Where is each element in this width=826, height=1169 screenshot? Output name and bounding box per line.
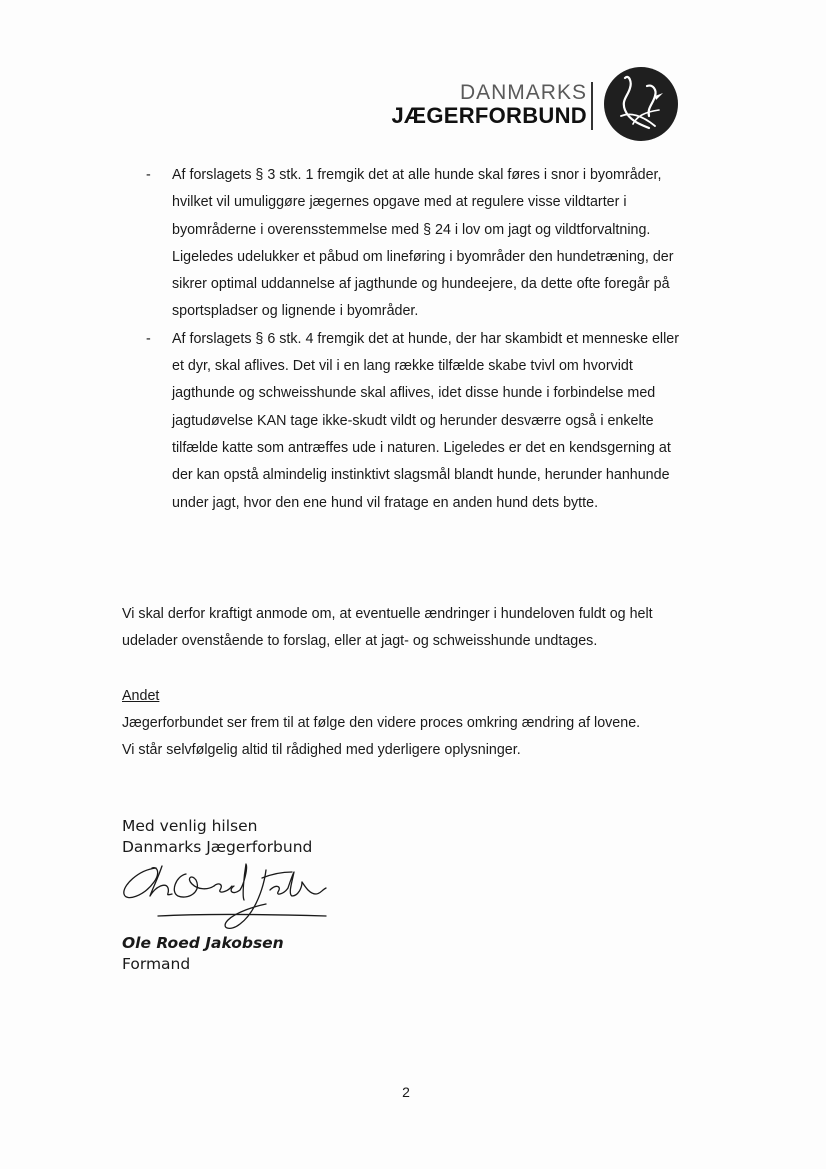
logo-line-1: DANMARKS	[459, 81, 587, 104]
list-item	[146, 162, 691, 326]
handwritten-signature	[116, 856, 338, 938]
sign-off	[122, 816, 312, 858]
request-paragraph: Vi skal derfor kraftigt anmode om, at eventuelle ændringer i hundeloven fuldt og helt udelader ovenstående to forslag, eller at jagt- og schweisshunde undtages.	[122, 606, 653, 650]
sender-organization: Danmarks Jægerforbund	[122, 838, 313, 856]
greeting: Med venlig hilsen	[122, 817, 258, 835]
bird-emblem-icon	[603, 66, 679, 142]
list-marker: -	[146, 167, 151, 183]
list-item-text: Af forslagets § 6 stk. 4 fremgik det at hunde, der har skambidt et menneske eller et dyr, skal aflives. Det vil i en lang række tilfælde skabe tvivl om hvorvidt jagthunde og schweisshunde skal aflives, idet disse hunde i forbindelse med jagtudøvelse KAN tage ikke-skudt vildt og herunder desværre også i enkelte tilfælde katte som antræffes ude i naturen. Ligeledes er det en kendsgerning at der kan opstå almindelig instinktivt slagsmål blandt hunde, herunder hanhunde under jagt, hvor den ene hund vil fratage en anden hund dets bytte.	[172, 330, 680, 511]
closing-paragraph-line-2: Vi står selvfølgelig altid til rådighed med yderligere oplysninger.	[122, 742, 521, 759]
section-heading: Andet	[122, 688, 160, 704]
list-item-text: Af forslagets § 3 stk. 1 fremgik det at alle hunde skal føres i snor i byområder, hvilket vil umuliggøre jægernes opgave med at regulere visse vildtarter i byområderne i overensstemmelse med § 24 i lov om jagt og vildtforvaltning. Ligeledes udelukker et påbud om lineføring i byområder den hundetræning, der sikrer optimal uddannelse af jagthunde og hundeejere, da dette ofte foregår på sportspladser og lignende i byområder.	[172, 167, 674, 320]
logo-wordmark	[392, 82, 588, 127]
closing-paragraph-line-1: Jægerforbundet ser frem til at følge den videre proces omkring ændring af lovene.	[122, 715, 641, 731]
page-number: 2	[402, 1084, 410, 1100]
closing-paragraph	[122, 710, 702, 765]
signer-block	[122, 933, 284, 975]
logo-divider	[591, 82, 593, 130]
logo-line-2: JÆGERFORBUND	[391, 103, 587, 128]
list-item	[146, 326, 691, 517]
signer-title: Formand	[122, 955, 191, 973]
list-marker: -	[146, 330, 151, 347]
organization-logo	[391, 66, 683, 142]
proposal-objections-list	[146, 162, 691, 517]
signer-name: Ole Roed Jakobsen	[122, 934, 284, 952]
